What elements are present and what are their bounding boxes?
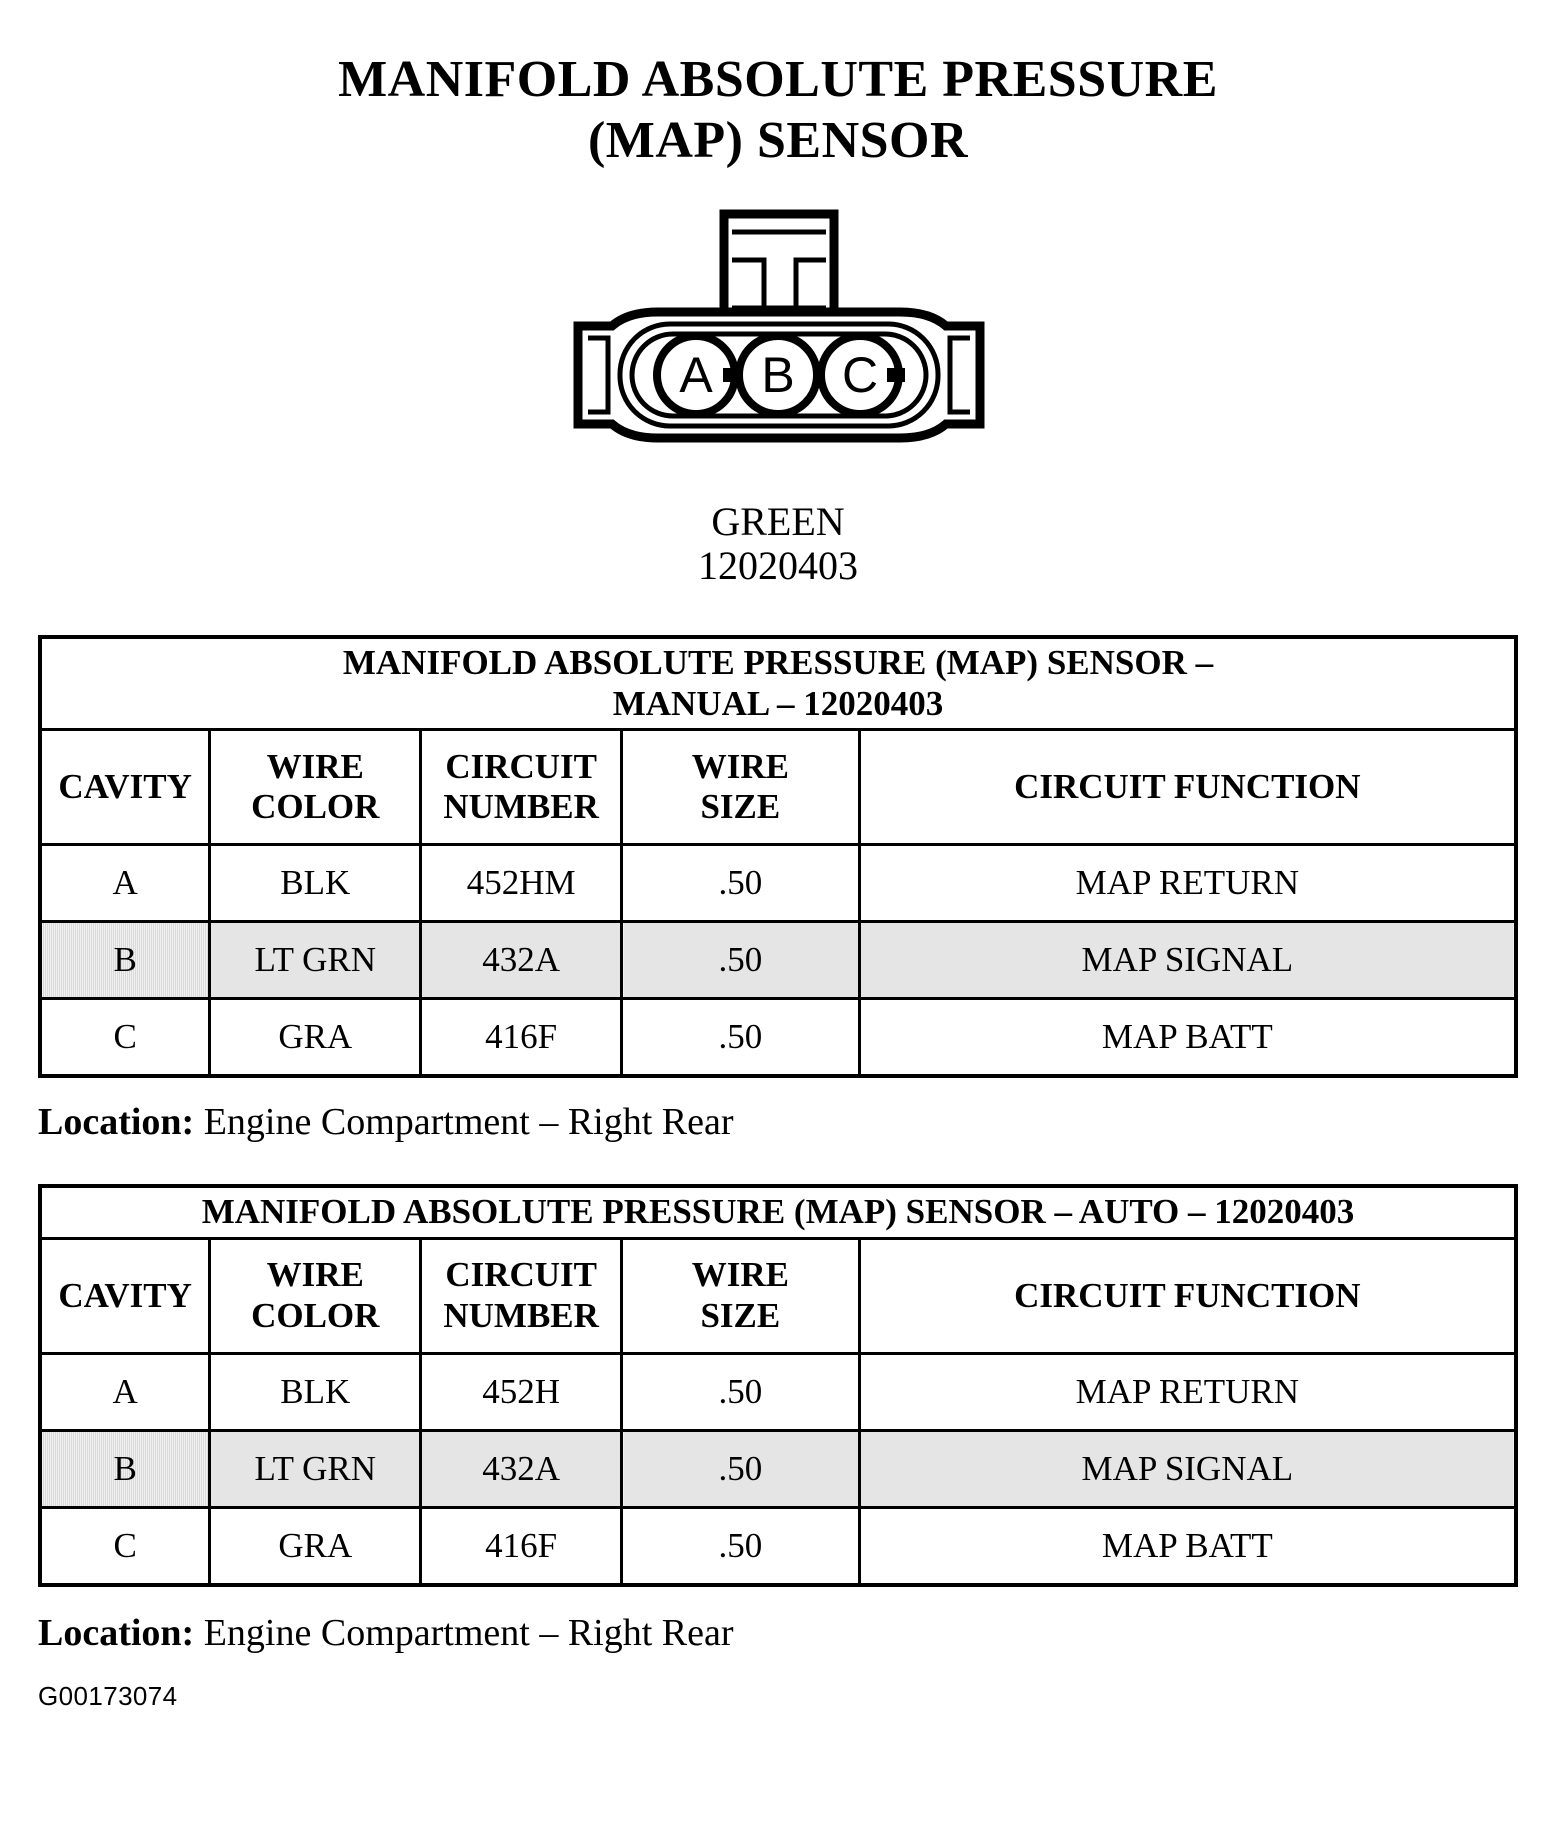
table-row (40, 845, 1516, 922)
column-header-wire-size-line-1: WIRE (691, 1255, 789, 1295)
table-row-highlighted (40, 1431, 1516, 1508)
cell-cavity: A (40, 1354, 210, 1431)
terminal-tab-a (723, 368, 741, 382)
column-header-cavity-line-1: CAVITY (58, 767, 192, 807)
column-header-wire-color-line-2: COLOR (251, 1296, 380, 1336)
connector-illustration (568, 208, 988, 468)
column-header-cavity (40, 1239, 210, 1354)
pinout-table-manual (38, 635, 1518, 1078)
terminal-tab-c (887, 368, 905, 382)
table-title-row (40, 637, 1516, 730)
table-title-auto (40, 1186, 1516, 1238)
table-title-line-2: MANUAL – 12020403 (612, 683, 944, 723)
connector-caption (0, 500, 1556, 590)
cell-color: LT GRN (210, 1431, 421, 1508)
cell-function: MAP RETURN (859, 1354, 1516, 1431)
column-header-wire-size (622, 1239, 860, 1354)
connector-color-name: GREEN (711, 498, 845, 544)
table-title-manual (40, 637, 1516, 730)
cell-function: MAP RETURN (859, 845, 1516, 922)
cell-number: 432A (421, 1431, 622, 1508)
column-header-wire-color-line-1: WIRE (266, 746, 364, 786)
column-header-wire-color (210, 730, 421, 845)
table-row (40, 1354, 1516, 1431)
location-line-auto (0, 1611, 1556, 1655)
cell-number: 452HM (421, 845, 622, 922)
cell-size: .50 (622, 1508, 860, 1586)
cell-color: GRA (210, 1508, 421, 1586)
cell-cavity: B (40, 922, 210, 999)
cell-color: GRA (210, 999, 421, 1077)
pinout-table-auto-block (0, 1184, 1556, 1587)
page-title (0, 0, 1556, 172)
column-header-circuit-function (859, 730, 1516, 845)
cell-number: 416F (421, 1508, 622, 1586)
cell-cavity: B (40, 1431, 210, 1508)
cell-number: 452H (421, 1354, 622, 1431)
location-label: Location: (38, 1612, 195, 1655)
cell-color: BLK (210, 1354, 421, 1431)
connector-part-number: 12020403 (698, 543, 858, 589)
cell-cavity: A (40, 845, 210, 922)
column-header-circuit-number-line-2: NUMBER (443, 1296, 599, 1336)
cell-size: .50 (622, 1431, 860, 1508)
cell-number: 416F (421, 999, 622, 1077)
pinout-table-auto (38, 1184, 1518, 1587)
column-header-circuit-number-line-2: NUMBER (443, 787, 599, 827)
table-title-row (40, 1186, 1516, 1238)
table-header-row (40, 1239, 1516, 1354)
cell-cavity: C (40, 1508, 210, 1586)
column-header-cavity-line-1: CAVITY (58, 1275, 192, 1315)
cell-color: BLK (210, 845, 421, 922)
column-header-wire-color-line-1: WIRE (266, 1255, 364, 1295)
pinout-table-manual-block (0, 635, 1556, 1078)
column-header-circuit-function-line-1: CIRCUIT FUNCTION (1014, 1275, 1361, 1315)
cell-function: MAP BATT (859, 999, 1516, 1077)
cell-color: LT GRN (210, 922, 421, 999)
connector-diagram (0, 208, 1556, 468)
cell-size: .50 (622, 1354, 860, 1431)
column-header-circuit-number (421, 730, 622, 845)
table-row (40, 999, 1516, 1077)
column-header-wire-size-line-2: SIZE (700, 787, 781, 827)
cell-number: 432A (421, 922, 622, 999)
column-header-wire-color (210, 1239, 421, 1354)
column-header-wire-size-line-2: SIZE (700, 1296, 781, 1336)
column-header-circuit-number-line-1: CIRCUIT (445, 746, 598, 786)
cell-function: MAP SIGNAL (859, 1431, 1516, 1508)
cavity-label-c: C (841, 346, 879, 403)
table-row (40, 1508, 1516, 1586)
cell-size: .50 (622, 922, 860, 999)
cell-size: .50 (622, 845, 860, 922)
column-header-wire-size (622, 730, 860, 845)
column-header-wire-color-line-2: COLOR (251, 787, 380, 827)
page-title-line-2: (MAP) SENSOR (587, 111, 969, 169)
location-value: Engine Compartment – Right Rear (203, 1612, 734, 1655)
figure-code: G00173074 (38, 1681, 178, 1712)
cell-function: MAP SIGNAL (859, 922, 1516, 999)
cell-function: MAP BATT (859, 1508, 1516, 1586)
table-title-line-1: MANIFOLD ABSOLUTE PRESSURE (MAP) SENSOR – AUTO – 12020403 (201, 1192, 1355, 1232)
page-title-line-1: MANIFOLD ABSOLUTE PRESSURE (338, 51, 1218, 108)
cavity-label-b: B (761, 346, 795, 403)
column-header-wire-size-line-1: WIRE (691, 746, 789, 786)
column-header-cavity (40, 730, 210, 845)
column-header-circuit-number (421, 1239, 622, 1354)
column-header-circuit-function (859, 1239, 1516, 1354)
cell-cavity: C (40, 999, 210, 1077)
cell-size: .50 (622, 999, 860, 1077)
table-title-line-1: MANIFOLD ABSOLUTE PRESSURE (MAP) SENSOR – (342, 643, 1214, 683)
location-line-manual (0, 1100, 1556, 1144)
column-header-circuit-function-line-1: CIRCUIT FUNCTION (1014, 767, 1361, 807)
table-header-row (40, 730, 1516, 845)
cavity-label-a: A (679, 346, 713, 403)
column-header-circuit-number-line-1: CIRCUIT (445, 1255, 598, 1295)
table-row-highlighted (40, 922, 1516, 999)
location-value: Engine Compartment – Right Rear (203, 1101, 734, 1144)
location-label: Location: (38, 1101, 195, 1144)
